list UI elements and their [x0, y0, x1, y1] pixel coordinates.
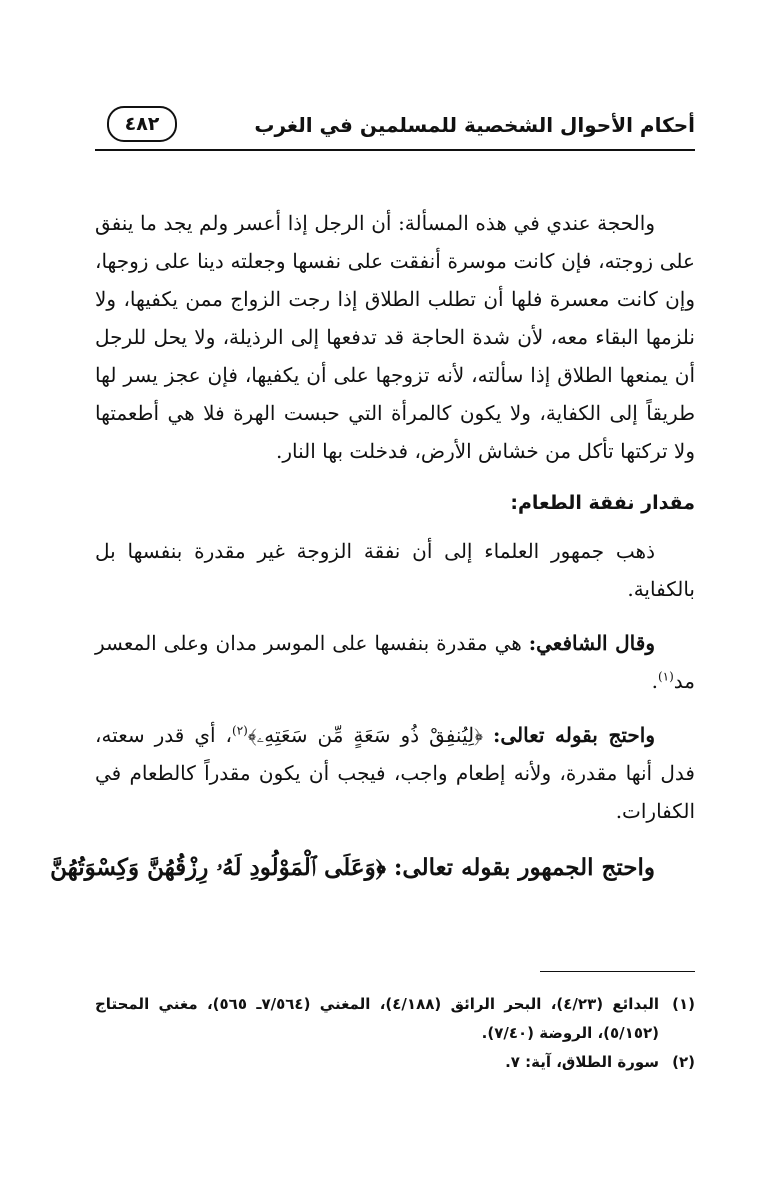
footnote-ref-1[interactable]: (١) [657, 669, 674, 684]
majority-evidence-label: واحتج الجمهور بقوله تعالى: [393, 854, 655, 881]
header-divider [95, 149, 695, 151]
paragraph-evidence [95, 716, 695, 830]
paragraph-shafii [95, 624, 695, 700]
shafii-label: وقال الشافعي: [528, 631, 655, 655]
quran-verse-2: ﴿وَعَلَى ٱلْمَوْلُودِ لَهُۥ رِزْقُهُنَّ وَكِسْوَتُهُنَّ [50, 854, 394, 881]
footnote-ref-2[interactable]: (٢) [232, 723, 248, 738]
footnote-2-text: سورة الطلاق، آية: ٧. [505, 1053, 659, 1071]
evidence-label: واحتج بقوله تعالى: [492, 723, 655, 747]
footnote-1-number: (١) [672, 995, 695, 1013]
footnote-1-text: البدائع (٤/٢٣)، البحر الرائق (٤/١٨٨)، المغني (٧/٥٦٤ـ ٥٦٥)، مغني المحتاج (٥/١٥٢)، الروضة (٧/٤٠). [95, 995, 660, 1042]
page-number: ٤٨٢ [107, 106, 177, 142]
main-text [50, 204, 696, 888]
page-header [95, 110, 695, 146]
footnote-2 [95, 1048, 695, 1077]
running-title: أحكام الأحوال الشخصية للمسلمين في الغرب [254, 113, 695, 137]
paragraph-majority-evidence [50, 848, 695, 888]
evidence-text: ، أي قدر سعته، فدل أنها مقدرة، ولأنه إطعام واجب، فيجب أن يكون مقدراً كالطعام في الكفارات. [95, 723, 695, 823]
paragraph-argument: والحجة عندي في هذه المسألة: أن الرجل إذا أعسر ولم يجد ما ينفق على زوجته، فإن كانت موسرة أنفقت على نفسها وجعلته دينا على زوجها، وإن كانت معسرة فلها أن تطلب الطلاق إذا رجت الزواج ممن يكفيها، ولا نلزمها البقاء معه، لأن شدة الحاجة قد تدفعها إلى الرذيلة، ولا يحل للرجل أن يمنعها الطلاق إذا سألته، لأنه تزوجها على أن يكفيها، فإن عجز يسر لها طريقاً إلى الكفاية، ولا يكون كالمرأة التي حبست الهرة فلا هي أطعمتها ولا تركتها تأكل من خشاش الأرض، فدخلت بها النار. [95, 211, 696, 463]
footnote-2-number: (٢) [672, 1053, 695, 1071]
shafii-end: . [651, 669, 658, 693]
paragraph-majority: ذهب جمهور العلماء إلى أن نفقة الزوجة غير مقدرة بنفسها بل بالكفاية. [95, 539, 695, 601]
footnote-1 [95, 990, 695, 1048]
section-heading: مقدار نفقة الطعام: [510, 492, 695, 514]
shafii-text: هي مقدرة بنفسها على الموسر مدان وعلى المعسر مد [95, 631, 695, 693]
quran-verse: ﴿لِيُنفِقْ ذُو سَعَةٍ مِّن سَعَتِهِۦ﴾ [247, 723, 493, 747]
footnote-divider [540, 971, 695, 972]
footnotes [95, 990, 695, 1077]
